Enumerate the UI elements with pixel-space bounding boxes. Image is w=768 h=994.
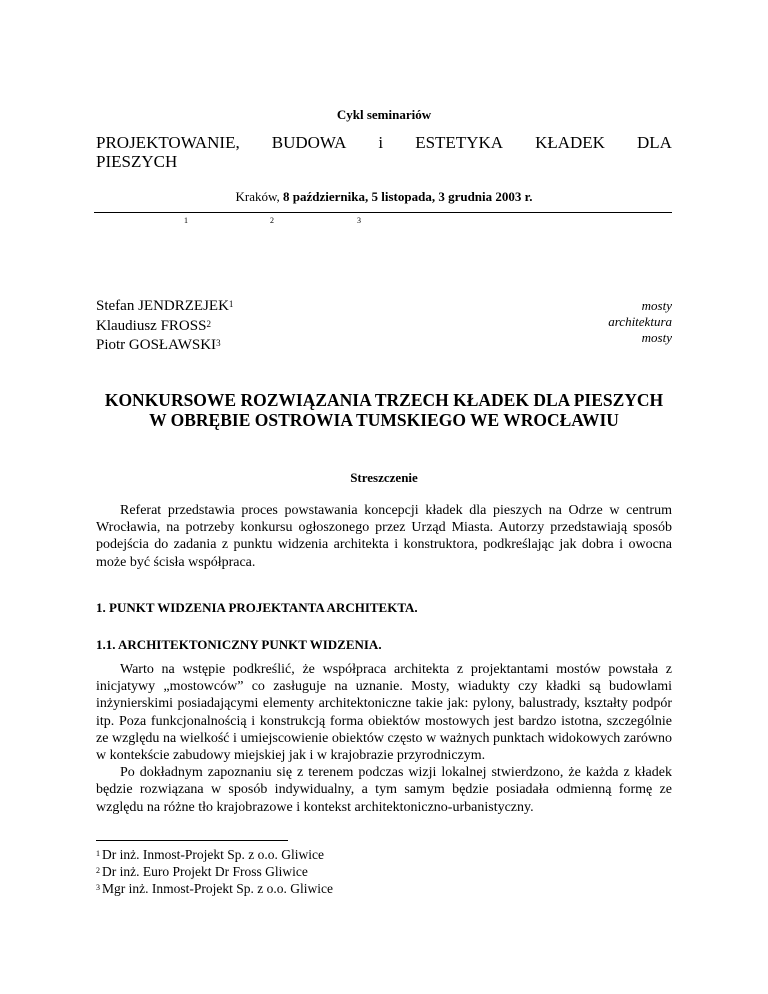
author-ref: 1 [228, 299, 234, 309]
footnote-text: Dr inż. Euro Projekt Dr Fross Gliwice [102, 864, 308, 879]
author [96, 336, 233, 356]
footnote-text: Dr inż. Inmost-Projekt Sp. z o.o. Gliwice [102, 847, 324, 862]
conference-title-word: DLA [637, 133, 672, 152]
keyword-list [608, 298, 672, 346]
abstract-text: Referat przedstawia proces powstawania koncepcji kładek dla pieszych na Odrze w centrum Wrocławia, na potrzeby konkursu ogłoszonego przez Urząd Miasta. Autorzy przedstawiają sposób podejścia do zadania z punktu widzenia architekta i konstruktora, podkreślając jak dobra i owocna może być ścisła współpraca. [96, 503, 672, 570]
body-text [96, 661, 672, 816]
conference-title-word: ESTETYKA [415, 133, 504, 152]
ref-mark: 1 [184, 216, 188, 225]
conference-date [0, 189, 768, 205]
author [96, 317, 233, 337]
conference-title-word: KŁADEK [535, 133, 605, 152]
header-rule [94, 212, 672, 213]
author [96, 297, 233, 317]
author-ref: 3 [216, 338, 221, 348]
footnote [96, 880, 333, 897]
ref-mark: 3 [357, 216, 361, 225]
date-city: Kraków, [235, 189, 280, 204]
conference-title [96, 133, 672, 171]
body-paragraph: Po dokładnym zapoznaniu się z terenem podczas wizji lokalnej stwierdzono, że każda z kładek będzie rozwiązana w sposób indywidualny, a tym samym będzie posiadała odmienną formę ze względu na różne tło krajobrazowe i kontekst architektoniczno-urbanistyczny. [96, 765, 672, 815]
author-list [96, 297, 233, 356]
footnote-mark: 3 [96, 883, 100, 892]
keyword: architektura [608, 314, 672, 329]
footnote-separator [96, 840, 288, 841]
paper-title: KONKURSOWE ROZWIĄZANIA TRZECH KŁADEK DLA PIESZYCH W OBRĘBIE OSTROWIA TUMSKIEGO WE WROCŁAWIU [104, 390, 664, 430]
conference-title-word: BUDOWA [271, 133, 347, 152]
body-paragraph: Warto na wstępie podkreślić, że współpraca architekta z projektantami mostów powstała z inicjatywy „mostowców” co zasługuje na uznanie. Mosty, wiadukty czy kładki są budowlami inżynierskimi posiadającymi elementy architektoniczne takie jak: pylony, balustrady, kształty podpór itp. Poza funkcjonalnością i konstrukcją forma obiektów mostowych jest bardzo istotna, szczególnie ze względu na wielkość i umiejscowienie obiektów często w ważnych punktach widokowych zarówno w kontekście zabudowy miejskiej jak i w krajobrazie przyrodniczym. [96, 662, 672, 764]
conference-title-line-2: PIESZYCH [96, 152, 178, 171]
footnote-mark: 1 [96, 849, 100, 858]
footnote-list [96, 846, 333, 897]
author-name: Klaudiusz FROSS [96, 317, 207, 334]
date-list: 8 października, 5 listopada, 3 grudnia 2003 r. [283, 189, 533, 204]
author-name: Piotr GOSŁAWSKI [96, 337, 217, 353]
abstract-heading: Streszczenie [350, 470, 418, 485]
ref-mark: 2 [270, 216, 274, 225]
seminar-series-label: Cykl seminariów [336, 107, 432, 122]
author-name: Stefan JENDRZEJEK [96, 298, 229, 314]
footnote-text: Mgr inż. Inmost-Projekt Sp. z o.o. Gliwice [102, 881, 333, 896]
conference-title-word: i [378, 133, 384, 152]
keyword: mosty [641, 298, 672, 313]
subsection-heading: 1.1. ARCHITEKTONICZNY PUNKT WIDZENIA. [96, 637, 382, 652]
footnote [96, 863, 333, 880]
conference-title-line-1 [96, 133, 672, 152]
footnote [96, 846, 333, 863]
conference-title-word: PROJEKTOWANIE, [96, 133, 240, 152]
keyword: mosty [641, 330, 672, 345]
footnote-mark: 2 [96, 866, 100, 875]
author-ref: 2 [206, 318, 211, 329]
section-heading: 1. PUNKT WIDZENIA PROJEKTANTA ARCHITEKTA. [96, 600, 418, 615]
